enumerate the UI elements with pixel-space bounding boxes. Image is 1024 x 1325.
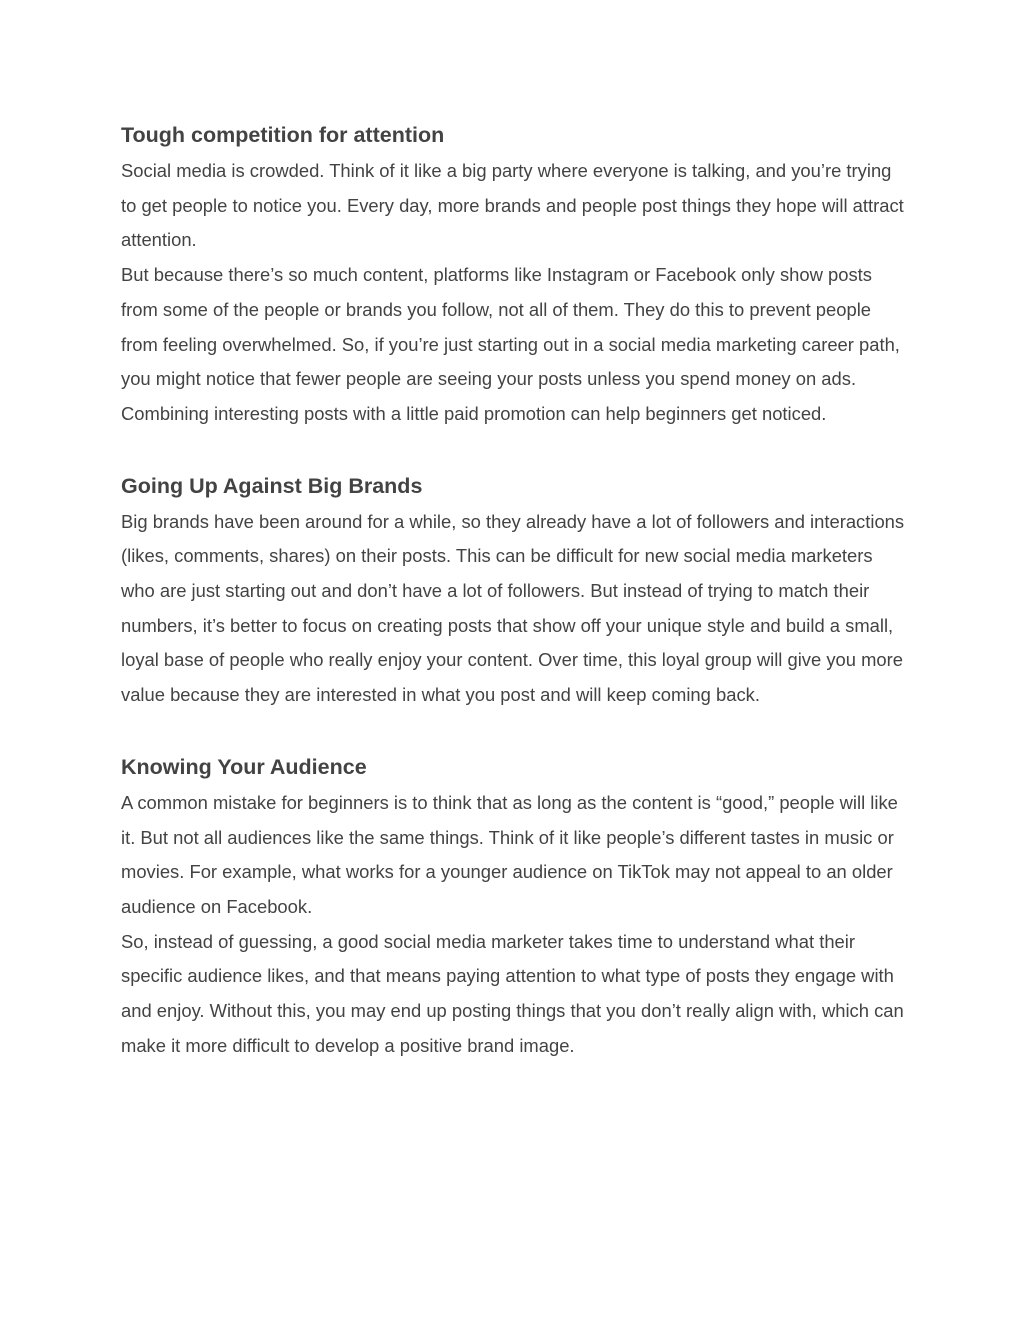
paragraph: But because there’s so much content, platforms like Instagram or Facebook only show posts from some of the people or brands you follow, not all of them. They do this to prevent people from feeling overwhelmed. So, if you’re just starting out in a social media marketing career path, you might notice that fewer people are seeing your posts unless you spend money on ads. Combining interesting posts with a little paid promotion can help beginners get noticed. <box>121 264 900 424</box>
section-tough-competition <box>121 118 911 432</box>
paragraph: A common mistake for beginners is to think that as long as the content is “good,” people will like it. But not all audiences like the same things. Think of it like people’s different tastes in music or movies. For example, what works for a younger audience on TikTok may not appeal to an older audience on Facebook. <box>121 791 898 917</box>
section-heading: Knowing Your Audience <box>121 754 367 779</box>
section-heading: Going Up Against Big Brands <box>121 473 423 498</box>
paragraph: Big brands have been around for a while, so they already have a lot of followers and interactions (likes, comments, shares) on their posts. This can be difficult for new social media marketers who are just starting out and don’t have a lot of followers. But instead of trying to match their numbers, it’s better to focus on creating posts that show off your unique style and build a small, loyal base of people who really enjoy your content. Over time, this loyal group will give you more value because they are interested in what you post and will keep coming back. <box>121 510 905 706</box>
paragraph: So, instead of guessing, a good social media marketer takes time to understand what their specific audience likes, and that means paying attention to what type of posts they engage with and enjoy. Without this, you may end up posting things that you don’t really align with, which can make it more difficult to develop a positive brand image. <box>121 930 904 1056</box>
section-heading: Tough competition for attention <box>121 123 445 147</box>
section-big-brands <box>121 469 911 713</box>
section-knowing-audience <box>121 750 911 1064</box>
paragraph: Social media is crowded. Think of it like a big party where everyone is talking, and you’re trying to get people to notice you. Every day, more brands and people post things they hope will attract attention. <box>121 160 904 251</box>
document-page <box>121 118 911 1063</box>
